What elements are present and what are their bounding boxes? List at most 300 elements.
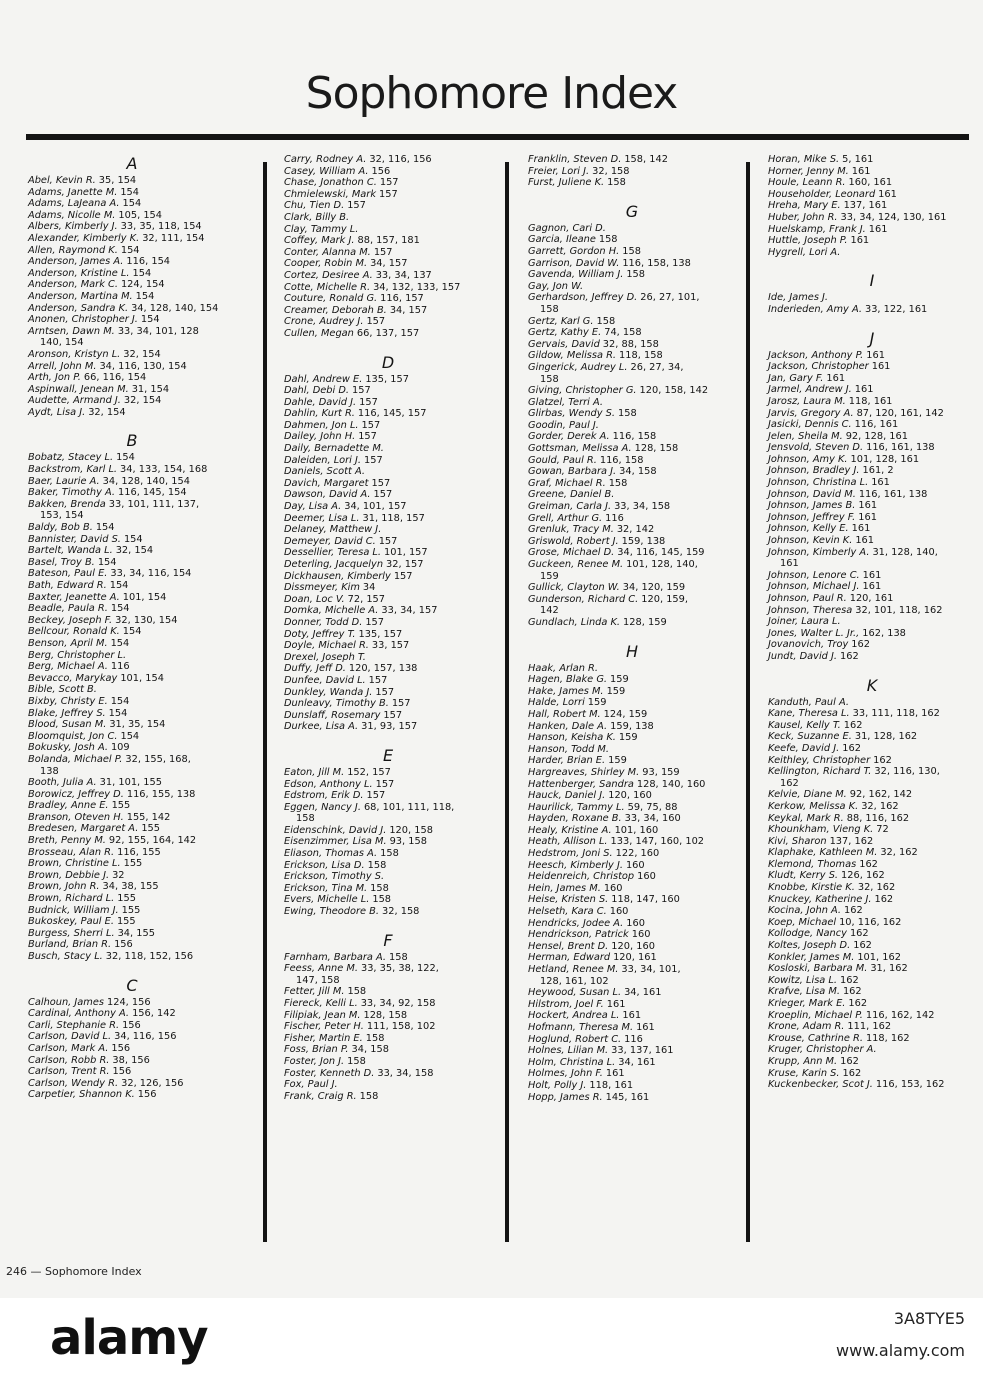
index-entry	[284, 466, 512, 478]
entry-pages: 31, 128, 162	[854, 731, 918, 743]
entry-name: Bevacco, Marykay	[28, 672, 118, 684]
index-section	[768, 329, 983, 663]
index-entry	[528, 1045, 756, 1057]
index-entry	[28, 800, 256, 812]
entry-pages: 161	[858, 500, 878, 512]
entry-pages: 34, 116, 156	[114, 1031, 177, 1043]
entry-pages: 162	[840, 974, 859, 986]
index-section	[284, 154, 512, 340]
entry-pages: 34, 161	[618, 1056, 656, 1068]
entry-pages: 157	[379, 177, 399, 189]
entry-name: Anderson, Kristine L.	[28, 267, 130, 279]
entry-pages: 156	[111, 1042, 131, 1054]
entry-name: Bukoskey, Paul E.	[28, 916, 114, 928]
index-entry	[284, 166, 512, 178]
entry-pages: 32, 116, 156	[369, 154, 432, 165]
entry-pages-continued: 158	[540, 373, 559, 385]
entry-pages: 72	[876, 824, 889, 836]
entry-pages: 31, 35, 154	[109, 719, 166, 731]
entry-name: Johnson, Michael J.	[768, 581, 860, 593]
index-entry	[528, 929, 756, 941]
entry-pages: 33, 34, 157	[381, 605, 438, 617]
index-entry	[28, 291, 256, 303]
entry-pages: 160, 161	[848, 177, 893, 189]
entry-pages: 157	[366, 316, 386, 328]
entry-pages: 161, 2	[862, 465, 894, 477]
entry-name: Heywood, Susan L.	[528, 987, 622, 999]
index-entry	[284, 675, 512, 687]
entry-pages: 162	[874, 893, 894, 905]
index-entry	[284, 328, 512, 340]
index-entry	[284, 293, 512, 305]
entry-name: Hall, Robert M.	[528, 708, 601, 720]
index-section	[528, 202, 756, 629]
entry-pages: 120, 159,	[641, 593, 689, 605]
index-entry	[284, 420, 512, 432]
index-entry	[768, 789, 983, 801]
entry-name: Frank, Craig R.	[284, 1090, 357, 1102]
entry-name: Audette, Armand J.	[28, 395, 121, 407]
entry-name: Bible, Scott B.	[28, 684, 97, 696]
index-entry	[768, 905, 983, 917]
entry-pages: 157	[375, 686, 395, 698]
entry-pages: 155	[141, 823, 161, 835]
entry-name: Daniels, Scott A.	[284, 466, 365, 478]
entry-name: Konkler, James M.	[768, 951, 855, 963]
entry-pages: 155	[117, 893, 136, 905]
entry-pages-continued: 158	[540, 303, 559, 315]
index-entry	[528, 1034, 756, 1046]
index-entry	[28, 939, 256, 951]
index-entry	[768, 177, 983, 189]
entry-name: Kane, Theresa L.	[768, 708, 850, 720]
entry-name: Glatzel, Terri A.	[528, 396, 603, 408]
entry-pages: 145, 161	[605, 1091, 650, 1103]
index-entry	[528, 362, 756, 385]
index-entry	[528, 466, 756, 478]
index-entry	[528, 999, 756, 1011]
entry-pages: 162	[842, 742, 861, 754]
entry-pages: 33, 34, 101, 128	[117, 325, 199, 337]
entry-pages: 34, 157	[370, 258, 408, 270]
column-divider	[263, 162, 267, 1242]
entry-pages: 158	[370, 882, 389, 894]
entry-pages: 33, 34, 92, 158	[360, 998, 436, 1009]
entry-name: Inderieden, Amy A.	[768, 303, 862, 315]
index-entry	[284, 1033, 512, 1045]
entry-name: Keck, Suzanne E.	[768, 731, 852, 743]
entry-name: Bannister, David S.	[28, 533, 121, 545]
index-entry	[768, 952, 983, 964]
index-entry	[28, 893, 256, 905]
entry-pages: 158	[359, 1090, 379, 1102]
entry-pages: 111, 158, 102	[366, 1021, 436, 1033]
entry-name: Hargreaves, Shirley M.	[528, 766, 640, 778]
entry-pages: 34, 116, 145, 159	[617, 547, 705, 559]
entry-name: Heath, Allison L.	[528, 836, 608, 848]
entry-pages: 92, 162, 142	[849, 789, 913, 801]
entry-name: Bath, Edward R.	[28, 580, 107, 591]
index-entry	[28, 233, 256, 245]
entry-name: Kerkow, Melissa K.	[768, 800, 859, 812]
entry-name: Arrell, John M.	[28, 360, 97, 372]
entry-name: Busch, Stacy L.	[28, 951, 103, 962]
entry-name: Hopp, James R.	[528, 1091, 603, 1103]
entry-name: Carlson, Robb R.	[28, 1054, 110, 1066]
entry-name: Holm, Christina L.	[528, 1056, 616, 1068]
entry-pages: 116, 153, 162	[875, 1079, 945, 1091]
index-entry	[28, 210, 256, 222]
entry-pages: 154	[97, 556, 117, 568]
entry-pages: 32, 155, 168,	[125, 753, 191, 765]
index-entry	[768, 813, 983, 825]
entry-name: Johnson, Bradley J.	[768, 465, 860, 477]
index-entry	[528, 327, 756, 339]
entry-name: Eisenzimmer, Lisa M.	[284, 836, 387, 848]
entry-pages: 116	[605, 512, 624, 524]
index-entry	[528, 524, 756, 536]
entry-pages: 161	[871, 477, 890, 489]
index-entry	[768, 361, 983, 373]
entry-name: Daily, Bernadette M.	[284, 443, 384, 455]
entry-name: Gould, Paul R.	[528, 454, 597, 466]
entry-name: Holt, Polly J.	[528, 1079, 587, 1091]
index-entry	[284, 594, 512, 606]
index-entry	[28, 789, 256, 801]
index-entry	[28, 1066, 256, 1078]
entry-pages: 34, 155	[117, 927, 155, 939]
entry-pages: 154	[109, 580, 129, 591]
entry-pages: 101, 128, 161	[850, 453, 920, 465]
entry-name: Kanduth, Paul A.	[768, 696, 849, 708]
index-entry	[528, 674, 756, 686]
index-entry	[528, 906, 756, 918]
index-entry	[284, 617, 512, 629]
entry-name: Creamer, Deborah B.	[284, 304, 387, 316]
entry-pages: 162	[873, 754, 892, 766]
index-entry	[284, 986, 512, 998]
entry-pages: 120, 158, 142	[639, 385, 709, 397]
entry-pages: 31, 101, 155	[99, 777, 162, 789]
entry-name: Erickson, Lisa D.	[284, 859, 365, 871]
entry-pages: 93, 159	[642, 766, 680, 778]
index-entry	[768, 1068, 983, 1080]
entry-pages: 160	[609, 906, 629, 918]
entry-name: Glirbas, Wendy S.	[528, 408, 616, 420]
entry-name: Klaphake, Kathleen M.	[768, 847, 878, 859]
entry-name: Erickson, Tina M.	[284, 882, 368, 894]
entry-pages: 162	[849, 928, 869, 940]
index-entry	[284, 582, 512, 594]
entry-name: Dahmen, Jon L.	[284, 419, 359, 431]
entry-name: Franklin, Steven D.	[528, 154, 622, 165]
index-entry	[28, 245, 256, 257]
index-entry	[284, 871, 512, 883]
index-entry	[528, 166, 756, 178]
index-entry	[284, 1056, 512, 1068]
entry-name: Krouse, Cathrine R.	[768, 1032, 863, 1044]
index-entry	[28, 916, 256, 928]
index-entry	[28, 661, 256, 673]
index-entry	[528, 489, 756, 501]
entry-name: Keithley, Christopher	[768, 754, 871, 766]
index-entry	[528, 697, 756, 709]
entry-name: Healy, Kristine A.	[528, 824, 612, 836]
entry-name: Gertz, Karl G.	[528, 315, 594, 327]
entry-name: Cooper, Robin M.	[284, 258, 368, 270]
entry-pages: 154	[132, 267, 152, 279]
index-entry	[768, 975, 983, 987]
index-section	[284, 931, 512, 1103]
entry-name: Hensel, Brent D.	[528, 940, 609, 952]
entry-pages: 118, 158	[619, 350, 663, 362]
entry-pages-continued: 128, 161, 102	[540, 975, 609, 987]
entry-name: Bolanda, Michael P.	[28, 753, 123, 765]
entry-pages: 159	[610, 674, 629, 686]
entry-name: Jensvold, Steven D.	[768, 442, 864, 454]
entry-name: Chu, Tien D.	[284, 200, 345, 212]
entry-name: Bellcour, Ronald K.	[28, 626, 120, 638]
index-entry	[528, 536, 756, 548]
entry-pages: 33, 34, 158	[614, 501, 671, 513]
entry-pages: 161	[826, 372, 846, 384]
index-entry	[768, 708, 983, 720]
index-entry	[768, 442, 983, 454]
entry-name: Carlson, Trent R.	[28, 1066, 110, 1078]
entry-pages: 159	[587, 697, 607, 709]
entry-name: Dunkley, Wanda J.	[284, 686, 373, 698]
entry-pages: 31, 118, 157	[362, 512, 425, 524]
index-entry	[768, 616, 983, 628]
entry-name: Hedstrom, Joni S.	[528, 848, 613, 860]
entry-pages: 101, 160	[614, 824, 659, 836]
entry-name: Grell, Arthur G.	[528, 512, 603, 524]
entry-pages: 33, 34, 124, 130, 161	[840, 211, 947, 223]
entry-pages: 32, 116, 130,	[874, 766, 940, 778]
section-letter: C	[126, 975, 138, 995]
index-entry	[28, 568, 256, 580]
entry-pages: 155, 142	[126, 811, 171, 823]
entry-pages: 34, 158	[619, 466, 657, 478]
entry-pages: 157	[378, 535, 398, 547]
index-entry	[284, 224, 512, 236]
entry-pages: 161	[851, 523, 871, 535]
entry-pages: 154	[95, 522, 115, 534]
entry-name: Backstrom, Karl L.	[28, 464, 118, 476]
index-entry	[284, 629, 512, 641]
section-letter: A	[126, 154, 138, 173]
entry-name: Casey, William A.	[284, 165, 369, 177]
entry-pages: 162	[853, 940, 872, 952]
entry-pages: 161	[871, 361, 891, 373]
index-entry	[284, 385, 512, 397]
entry-pages: 160	[603, 882, 623, 894]
entry-pages: 33, 34, 160	[624, 813, 681, 825]
entry-pages: 34, 161	[624, 987, 662, 999]
entry-name: Dickhausen, Kimberly	[284, 570, 391, 582]
index-entry	[768, 477, 983, 489]
entry-name: Carry, Rodney A.	[284, 154, 367, 165]
entry-name: Hoglund, Robert C.	[528, 1033, 622, 1045]
section-letter: F	[383, 930, 393, 950]
entry-name: Dawson, David A.	[284, 489, 371, 501]
entry-pages: 74, 158	[604, 327, 642, 339]
index-entry	[768, 940, 983, 952]
index-entry	[528, 790, 756, 802]
entry-pages: 154	[123, 533, 143, 545]
index-entry	[28, 997, 256, 1009]
index-entry	[284, 478, 512, 490]
index-entry	[768, 235, 983, 247]
index-entry	[28, 905, 256, 917]
entry-pages: 116, 161, 138	[866, 442, 935, 454]
entry-pages: 32, 162	[880, 847, 918, 859]
entry-pages: 116, 162, 142	[865, 1009, 935, 1021]
entry-name: Johnson, Lenore C.	[768, 569, 860, 581]
index-entry	[28, 881, 256, 893]
entry-pages: 31, 128, 140,	[872, 546, 938, 558]
entry-pages: 154	[110, 695, 130, 707]
entry-name: Feess, Anne M.	[284, 963, 358, 975]
entry-name: Dunslaff, Rosemary	[284, 709, 381, 721]
entry-pages: 157	[393, 570, 413, 582]
entry-name: Bradley, Anne E.	[28, 800, 109, 812]
entry-name: Grose, Michael D.	[528, 547, 615, 559]
index-entry	[528, 431, 756, 443]
entry-pages: 155	[121, 904, 141, 916]
entry-name: Houle, Leann R.	[768, 177, 846, 189]
index-entry	[528, 883, 756, 895]
index-entry	[528, 258, 756, 270]
index-entry	[28, 384, 256, 396]
entry-pages: 157	[391, 698, 411, 710]
index-entry	[768, 247, 983, 259]
index-entry	[284, 282, 512, 294]
entry-name: Haurilick, Tammy L.	[528, 801, 625, 813]
index-entry	[768, 304, 983, 316]
index-entry	[528, 1092, 756, 1104]
entry-name: Daleiden, Lori J.	[284, 454, 362, 466]
index-entry	[528, 663, 756, 675]
entry-pages: 128, 159	[623, 616, 667, 628]
entry-name: Hetland, Renee M.	[528, 964, 619, 975]
entry-name: Horner, Jenny M.	[768, 165, 849, 177]
entry-name: Filipiak, Jean M.	[284, 1009, 361, 1021]
index-entry	[284, 270, 512, 282]
entry-name: Conter, Alanna M.	[284, 246, 371, 258]
index-entry	[28, 684, 256, 696]
index-entry	[284, 652, 512, 664]
entry-pages: 159	[618, 732, 638, 744]
entry-pages: 116	[110, 661, 130, 673]
entry-name: Carli, Stephanie R.	[28, 1019, 120, 1031]
section-letter: B	[126, 431, 138, 451]
entry-name: Anderson, Mark C.	[28, 279, 118, 291]
entry-pages: 161	[605, 1068, 625, 1080]
index-entry	[284, 906, 512, 918]
index-entry	[528, 987, 756, 999]
entry-pages: 158	[347, 1055, 366, 1067]
entry-name: Doan, Loc V.	[284, 593, 345, 605]
entry-pages: 152, 157	[347, 766, 391, 778]
title-rule	[26, 134, 969, 140]
section-letter: I	[869, 271, 875, 291]
entry-name: Deemer, Lisa L.	[284, 512, 360, 524]
entry-name: Johnson, David M.	[768, 488, 856, 500]
entry-name: Delaney, Matthew J.	[284, 524, 382, 536]
entry-pages: 154	[110, 637, 130, 649]
entry-pages: 124, 154	[120, 279, 165, 291]
index-section	[768, 154, 983, 258]
entry-name: Gowan, Barbara J.	[528, 466, 617, 478]
entry-name: Albers, Kimberly J.	[28, 221, 118, 233]
entry-pages: 154	[122, 198, 142, 210]
entry-name: Knobbe, Kirstie K.	[768, 882, 855, 894]
entry-pages: 128, 158	[363, 1009, 408, 1021]
index-entry	[528, 234, 756, 246]
entry-pages: 32, 154	[115, 545, 154, 557]
entry-name: Khounkham, Vieng K.	[768, 824, 874, 836]
entry-name: Krieger, Mark E.	[768, 998, 846, 1009]
entry-pages: 32, 130, 154	[115, 614, 178, 626]
entry-pages: 155	[116, 916, 136, 928]
index-entry	[28, 221, 256, 233]
entry-pages: 33, 35, 38, 122,	[360, 963, 439, 975]
entry-pages: 159, 138	[610, 720, 654, 732]
entry-name: Adams, LaJeana A.	[28, 198, 120, 210]
index-entry	[528, 594, 756, 617]
index-entry	[28, 673, 256, 685]
index-entry	[528, 420, 756, 432]
index-entry	[284, 397, 512, 409]
index-column-2	[284, 154, 512, 1254]
entry-name: Edstrom, Erik D.	[284, 790, 364, 802]
index-entry	[284, 154, 512, 166]
entry-name: Greiman, Carla J.	[528, 501, 612, 513]
entry-name: Hilstrom, Joel F.	[528, 998, 604, 1010]
index-entry	[768, 963, 983, 975]
entry-name: Dissmeyer, Kim	[284, 582, 360, 594]
index-entry	[528, 408, 756, 420]
entry-pages: 157	[383, 709, 403, 721]
index-entry	[28, 545, 256, 557]
index-entry	[768, 593, 983, 605]
entry-name: Freier, Lori J.	[528, 165, 590, 177]
index-section	[28, 431, 256, 962]
entry-name: Dailey, John H.	[284, 431, 356, 443]
entry-pages: 32, 101, 118, 162	[855, 604, 943, 616]
entry-pages: 126, 162	[841, 870, 885, 882]
entry-pages-continued: 153, 154	[40, 510, 84, 522]
entry-pages: 34, 120, 159	[622, 582, 686, 594]
index-entry	[528, 547, 756, 559]
entry-pages: 32, 118, 152, 156	[105, 951, 194, 962]
index-entry	[284, 571, 512, 583]
index-entry	[284, 513, 512, 525]
entry-pages: 160	[625, 859, 645, 871]
index-entry	[284, 200, 512, 212]
entry-pages-continued: 158	[296, 813, 315, 825]
index-entry	[28, 187, 256, 199]
entry-pages: 158	[372, 894, 392, 906]
entry-name: Kruger, Christopher A.	[768, 1044, 877, 1056]
entry-pages: 160	[637, 871, 656, 883]
index-entry	[528, 385, 756, 397]
entry-pages: 154	[110, 603, 130, 615]
index-entry	[284, 663, 512, 675]
entry-name: Cullen, Megan	[284, 327, 354, 339]
index-entry	[528, 443, 756, 455]
